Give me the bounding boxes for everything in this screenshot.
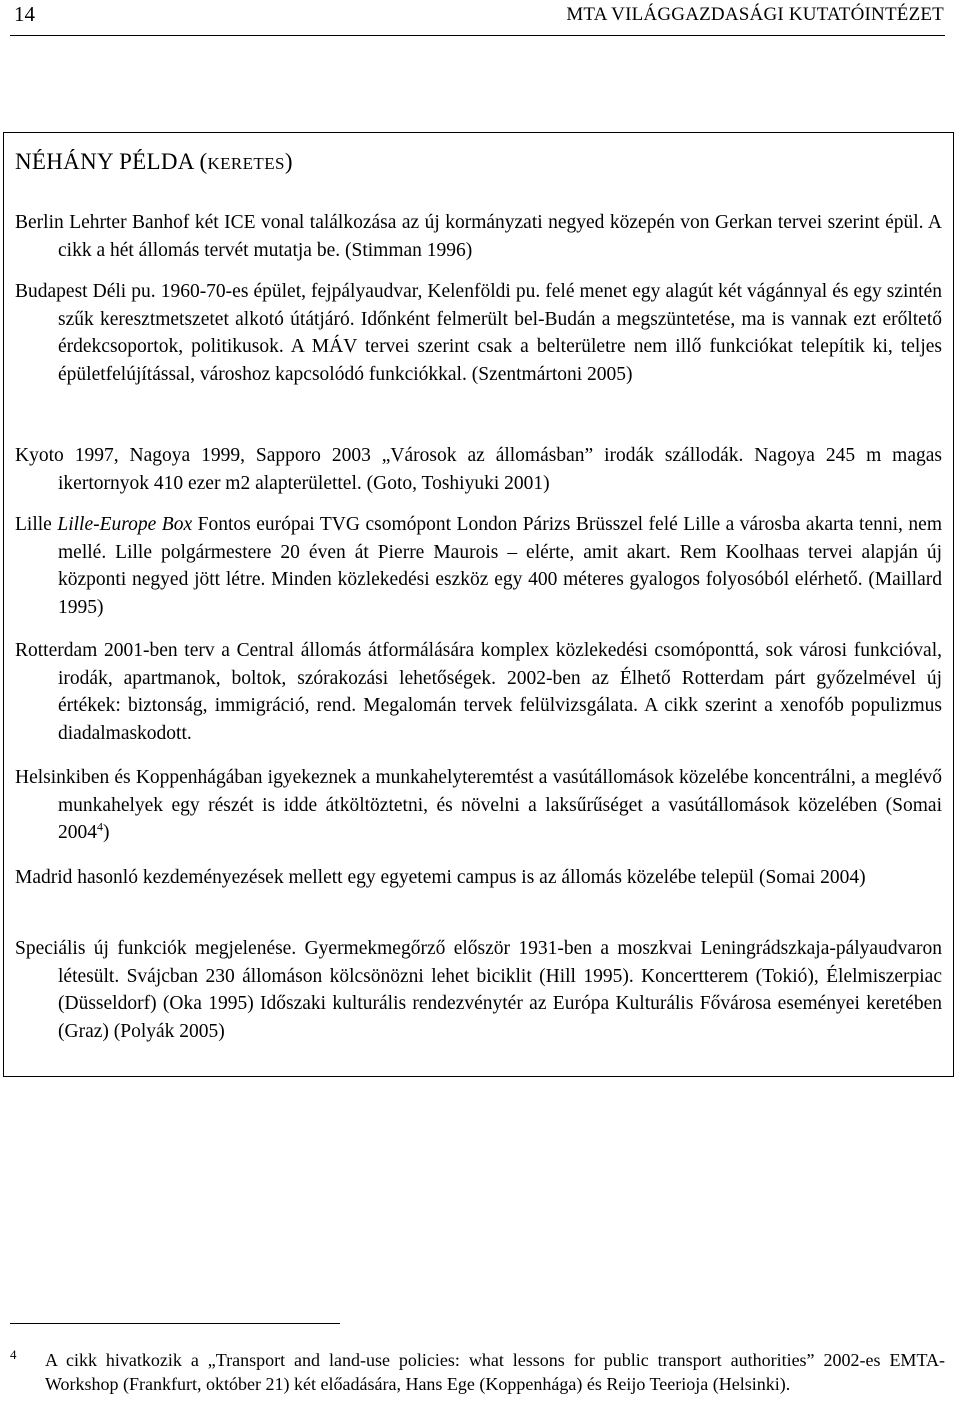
box-title: NÉHÁNY PÉLDA (KERETES) [15,149,293,174]
footnote [10,1349,945,1396]
paragraph-rotterdam: Rotterdam 2001-ben terv a Central állomás átformálására komplex közlekedési csomóponttá, sok városi funkcióval, irodák, apartmanok, boltok, szórakozási lehetőségek. 2002-ben az Élhető Rotterdam párt győzelmével új értékek: biztonság, immigráció, rend. Megalomán tervek felülvizsgálata. A cikk szerint a xenofób populizmus diadalmaskodott. [15,640,942,744]
page-header [14,0,944,32]
footnote-rule [10,1323,340,1324]
paragraph-kyoto: Kyoto 1997, Nagoya 1999, Sapporo 2003 „Városok az állomásban” irodák szállodák. Nagoya 245 m magas ikertornyok 410 ezer m2 alapterülettel. (Goto, Toshiyuki 2001) [15,445,942,494]
paragraph-helsinki: Helsinkiben és Koppenhágában igyekeznek a munkahelyteremtést a vasútállomások közelébe koncentrálni, a meglévő munkahelyek egy részét is idde átköltöztetni, és növelni a laksűrűséget a vasútállomások közelében (Somai 2004$^4$) [15,767,942,844]
footnote-reference: 4 [97,819,103,834]
footnote-text: A cikk hivatkozik a „Transport and land-use policies: what lessons for public transport authorities” 2002-es EMTA-Workshop (Frankfurt, október 21) két előadására, Hans Ege (Koppenhága) és Reijo Teerioja (Helsinki). [45,1350,945,1394]
paragraph-special: Speciális új funkciók megjelenése. Gyermekmegőrző először 1931-ben a moszkvai Leningrádszkaja-pályaudvaron létesült. Svájcban 230 állomáson kölcsönözni lehet biciklit (Hill 1995). Koncertterem (Tokió), Élelmiszerpiac (Düsseldorf) (Oka 1995) Időszaki kulturális rendezvénytér az Európa Kulturális Fővárosa eseményei keretében (Graz) (Polyák 2005) [15,938,942,1042]
paragraph-madrid: Madrid hasonló kezdeményezések mellett egy egyetemi campus is az állomás közelébe települ (Somai 2004) [15,867,866,888]
paragraph-budapest: Budapest Déli pu. 1960-70-es épület, fejpályaudvar, Kelenföldi pu. felé menet egy alagút két vágánnyal és egy szintén szűk keresztmetszetet alkotó útátjáró. Időnként felmerült bel-Budán a megszüntetése, ma is vannak ezt erőltető érdekcsoportok, politikusok. A MÁV tervei szerint csak a belterületre nem illő funkciókat telepítik ki, teljes épületfelújítással, városhoz kapcsolódó funkciókkal. (Szentmártoni 2005) [15,281,942,385]
paragraph-berlin: Berlin Lehrter Banhof két ICE vonal találkozása az új kormányzati negyed közepén von Gerkan tervei szerint épül. A cikk a hét állomás tervét mutatja be. (Stimman 1996) [15,212,942,261]
examples-box [3,132,954,1077]
page-number: 14 [14,2,35,26]
paragraph-lille: Lille Lille-Europe Box Fontos európai TVG csomópont London Párizs Brüsszel felé Lille a városba akarta tenni, nem mellé. Lille polgármestere 20 éven át Pierre Maurois – elérte, amit akart. Rem Koolhaas tervei alapján új központi negyed jött létre. Minden közlekedési eszköz egy 400 méteres gyalogos folyosóból elérhető. (Maillard 1995) [15,514,943,618]
running-head: MTA VILÁGGAZDASÁGI KUTATÓINTÉZET [566,4,944,25]
header-rule [10,35,945,36]
footnote-mark: 4 [10,1347,17,1362]
